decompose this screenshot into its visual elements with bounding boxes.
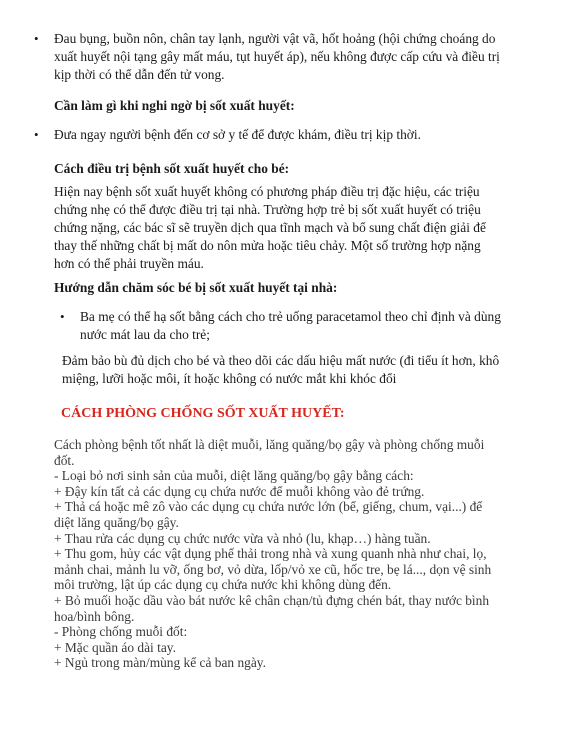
- bullet-marker: •: [34, 31, 39, 46]
- text-line: xuất huyết nội tạng gây mất máu, tụt huyết áp), nếu không được cấp cứu và điều trị: [54, 49, 500, 64]
- text-line: - Loại bỏ nơi sinh sản của muỗi, diệt lăng quăng/bọ gậy bằng cách:: [54, 468, 414, 484]
- text-line: + Mặc quần áo dài tay.: [54, 639, 176, 655]
- prevention-list: [54, 437, 491, 671]
- text-line: Cách phòng bệnh tốt nhất là diệt muỗi, lăng quăng/bọ gậy và phòng chống muỗi: [54, 437, 485, 452]
- text-line: + Thau rửa các dụng cụ chức nước vừa và nhỏ (lu, khạp…) hàng tuần.: [54, 530, 431, 546]
- text-line: Đảm bảo bù đủ dịch cho bé và theo dõi các dấu hiệu mất nước (đi tiểu ít hơn, khô: [62, 353, 500, 368]
- text-line: môi trường, lật úp các dụng cụ chứa nước khi không dùng đến.: [54, 577, 392, 593]
- section-heading: Hướng dẫn chăm sóc bé bị sốt xuất huyết tại nhà:: [54, 280, 338, 295]
- text-line: Hiện nay bệnh sốt xuất huyết không có phương pháp điều trị đặc hiệu, các triệu: [54, 184, 480, 199]
- section-heading: Cần làm gì khi nghi ngờ bị sốt xuất huyết:: [54, 98, 295, 113]
- text-line: hơn có thể phải truyền máu.: [54, 256, 204, 271]
- text-line: mảnh chai, mảnh lu vỡ, ống bơ, vỏ dừa, lốp/vỏ xe cũ, hốc tre, bẹ lá..., dọn vệ sinh: [54, 561, 492, 577]
- text-line: - Phòng chống muỗi đốt:: [54, 624, 188, 640]
- text-line: Đau bụng, buồn nôn, chân tay lạnh, người vật vã, hốt hoảng (hội chứng choáng do: [54, 31, 496, 46]
- text-line: kịp thời có thể dẫn đến tử vong.: [54, 67, 225, 82]
- text-line: + Đậy kín tất cả các dụng cụ chứa nước để muỗi không vào đẻ trứng.: [54, 483, 425, 499]
- text-line: diệt lăng quăng/bọ gậy.: [54, 514, 179, 530]
- treatment-paragraph: [54, 183, 486, 273]
- prevention-heading: CÁCH PHÒNG CHỐNG SỐT XUẤT HUYẾT:: [61, 406, 345, 421]
- text-line: + Thả cá hoặc mê zô vào các dụng cụ chứa nước lớn (bể, giếng, chum, vại...) để: [54, 499, 483, 515]
- hydration-paragraph: [62, 352, 499, 388]
- section-heading: Cách điều trị bệnh sốt xuất huyết cho bé:: [54, 161, 290, 176]
- bullet-marker: •: [60, 309, 65, 324]
- text-line: miệng, lưỡi hoặc môi, ít hoặc không có nước mắt khi khóc đổi: [62, 371, 397, 386]
- text-line: chứng nhẹ có thể được điều trị tại nhà. Trường hợp trẻ bị sốt xuất huyết có triệu: [54, 202, 481, 217]
- bullet-marker: •: [34, 127, 39, 142]
- bullet-text: [54, 30, 554, 84]
- text-line: Đưa ngay người bệnh đến cơ sở y tế để được khám, điều trị kịp thời.: [54, 127, 421, 142]
- text-line: Ba mẹ có thể hạ sốt bằng cách cho trẻ uống paracetamol theo chỉ định và dùng: [80, 309, 501, 324]
- text-line: + Bỏ muối hoặc dầu vào bát nước kê chân chạn/tủ đựng chén bát, thay nước bình: [54, 592, 490, 608]
- text-line: thay thế những chất bị mất do nôn mửa hoặc tiêu chảy. Một số trường hợp nặng: [54, 238, 481, 253]
- text-line: hoa/bình bông.: [54, 608, 135, 624]
- bullet-text: [80, 308, 501, 344]
- text-line: chứng nặng, các bác sĩ sẽ truyền dịch qua tĩnh mạch và bổ sung chất điện giải để: [54, 220, 486, 235]
- text-line: + Thu gom, hủy các vật dụng phế thải trong nhà và xung quanh nhà như chai, lọ,: [54, 546, 487, 562]
- bullet-text: [54, 126, 421, 144]
- text-line: nước mát lau da cho trẻ;: [80, 327, 210, 342]
- text-line: + Ngủ trong màn/mùng kể cả ban ngày.: [54, 655, 266, 671]
- text-line: đốt.: [54, 452, 75, 468]
